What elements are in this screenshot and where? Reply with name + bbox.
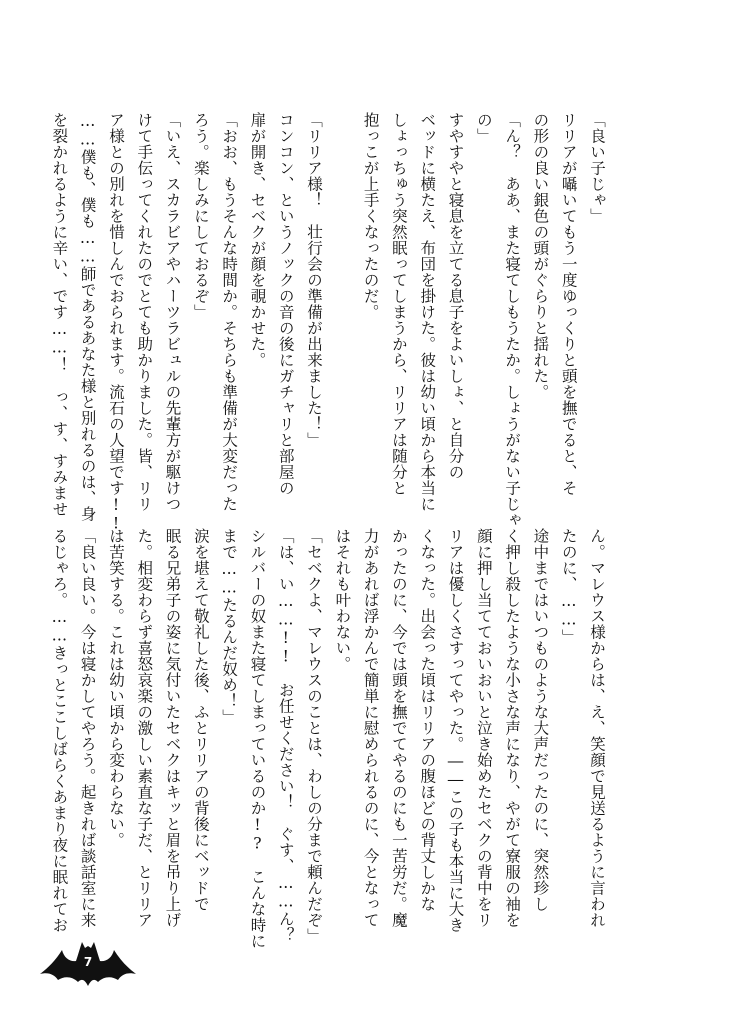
text-line: は苦笑する。これは幼い頃から変わらない。 — [106, 528, 125, 848]
text-line: コンコン、というノックの音の後にガチャリと部屋の — [276, 112, 295, 496]
text-line: るじゃろ。……きっとここしばらくあまり夜に眠れてお — [50, 528, 69, 933]
text-line: はそれも叶わない。 — [333, 528, 352, 672]
text-line: しょっちゅう突然眠ってしまうから、リリアは随分と — [389, 112, 408, 496]
text-line: 「は、い……!! お任せください！ ぐす、……ん？ — [276, 528, 295, 943]
text-line: 顔に押し当てておいおいと泣き始めたセベクの背中をリ — [474, 528, 493, 928]
text-line — [328, 112, 356, 504]
text-line: た。相変わらず喜怒哀楽の激しい素直な子だ、とリリア — [135, 528, 154, 928]
text-line: 抱っこが上手くなったのだ。 — [361, 112, 380, 320]
text-line: ん。マレウス様からは、え、笑顔で見送るように言われ — [588, 528, 606, 928]
text-line: かったのに、今では頭を撫でてやるのにも一苦労だ。魔 — [389, 528, 408, 928]
text-line: 涙を堪えて敬礼した後、ふとリリアの背後にベッドで — [191, 528, 210, 912]
page-number: 7 — [83, 955, 93, 969]
text-line: ろう。楽しみにしておるぞ」 — [191, 112, 210, 320]
text-line: く押し殺したような小さな声になり、やがて寮服の袖を — [503, 528, 522, 928]
text-line: 「ん？ ああ、また寝てしもうたか。しょうがない子じゃ — [503, 112, 522, 528]
text-line: まで……たるんだ奴め！」 — [220, 528, 239, 725]
text-line: ベッドに横たえ、布団を掛けた。彼は幼い頃から本当に — [418, 112, 437, 512]
text-line: ……僕も、僕も……師であるあなた様と別れるのは、身 — [78, 112, 97, 522]
text-line: たのに、……」 — [559, 528, 578, 645]
text-line: 眠る兄弟子の姿に気付いたセベクはキッと眉を吊り上げ — [163, 528, 182, 928]
text-line: を裂かれるように辛い、です……！ っ、す、すみませ — [50, 112, 69, 517]
text-line: 「セベクよ、マレウスのことは、わしの分まで頼んだぞ」 — [305, 528, 324, 944]
text-line: シルバーの奴また寝てしまっているのか!? こんな時に — [248, 528, 267, 949]
text-line: 「リリア様！ 壮行会の準備が出来ました！」 — [305, 112, 324, 448]
text-line: 扉が開き、セベクが顔を覗かせた。 — [248, 112, 267, 368]
text-line: 「良い良い。今は寝かしてやろう。起きれば談話室に来 — [78, 528, 97, 928]
text-line: けて手伝ってくれたのでとても助かりました。皆、リリ — [135, 112, 154, 512]
text-column-bottom — [50, 528, 611, 949]
text-line: 「良い子じゃ」 — [588, 112, 606, 224]
text-line: の」 — [474, 112, 493, 144]
text-column-top — [50, 112, 611, 533]
text-line: 「いえ、スカラビアやハーツラビュルの先輩方が駆けつ — [163, 112, 182, 512]
text-line: 「おお、もうそんな時間か。そちらも準備が大変だった — [220, 112, 239, 512]
text-line: 途中まではいつものような大声だったのに、突然珍し — [531, 528, 550, 912]
text-line: リリアが囁いてもう一度ゆっくりと頭を撫でると、そ — [559, 112, 578, 496]
text-line: 力があれば浮かんで簡単に慰められるのに、今となって — [361, 528, 380, 928]
page-folio — [38, 934, 138, 988]
text-line: くなった。出会った頃はリリアの腹ほどの背丈しかな — [418, 528, 437, 912]
text-line: の形の良い銀色の頭がぐらりと揺れた。 — [531, 112, 550, 400]
text-line: ア様との別れを惜しんでおられます。流石の人望です!! — [106, 112, 125, 533]
text-line: すやすやと寝息を立てる息子をよいしょ、と自分の — [446, 112, 465, 480]
text-line: リアは優しくさすってやった。――この子も本当に大き — [446, 528, 465, 933]
